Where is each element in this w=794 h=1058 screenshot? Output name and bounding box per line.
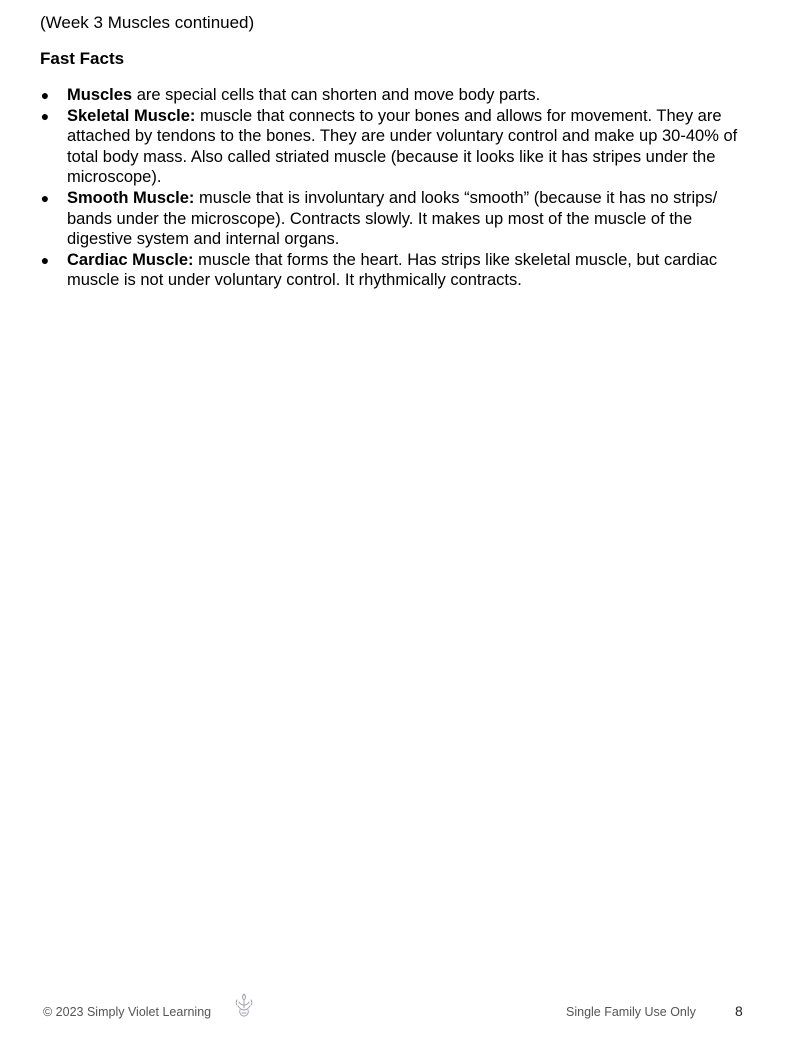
fact-text: muscle that is involuntary and looks “smooth” (because it has no strips/ bands under the microscope). Contracts slowly. It makes up most of the muscle of the digestive system and internal organs. bbox=[67, 188, 718, 249]
bullet-icon: ● bbox=[40, 87, 50, 103]
list-item bbox=[40, 106, 740, 188]
page-footer bbox=[0, 992, 794, 1028]
page-number: 8 bbox=[735, 1003, 743, 1019]
fact-term: Muscles bbox=[67, 86, 133, 104]
list-item bbox=[40, 188, 740, 250]
fact-text: muscle that forms the heart. Has strips like skeletal muscle, but cardiac muscle is not under voluntary control. It rhythmically contracts. bbox=[67, 250, 718, 290]
section-title: Fast Facts bbox=[40, 49, 125, 68]
list-item bbox=[40, 250, 740, 291]
fact-text: are special cells that can shorten and move body parts. bbox=[132, 86, 541, 104]
bullet-icon: ● bbox=[40, 189, 50, 206]
fast-facts-list bbox=[40, 85, 740, 291]
copyright-text: © 2023 Simply Violet Learning bbox=[43, 1005, 212, 1019]
fact-term: Skeletal Muscle: bbox=[67, 106, 196, 125]
list-item bbox=[40, 85, 740, 106]
usage-notice: Single Family Use Only bbox=[566, 1005, 696, 1019]
fact-term: Cardiac Muscle: bbox=[67, 250, 194, 269]
bullet-icon: ● bbox=[40, 251, 50, 268]
sketch-logo-icon bbox=[233, 992, 255, 1018]
bullet-icon: ● bbox=[40, 107, 50, 124]
page-header-continued: (Week 3 Muscles continued) bbox=[40, 13, 255, 32]
fact-term: Smooth Muscle: bbox=[67, 188, 195, 207]
fact-text: muscle that connects to your bones and allows for movement. They are attached by tendons to the bones. They are under voluntary control and make up 30-40% of total body mass. Also called striated muscle (because it looks like it has stripes under the microscope). bbox=[67, 106, 738, 187]
